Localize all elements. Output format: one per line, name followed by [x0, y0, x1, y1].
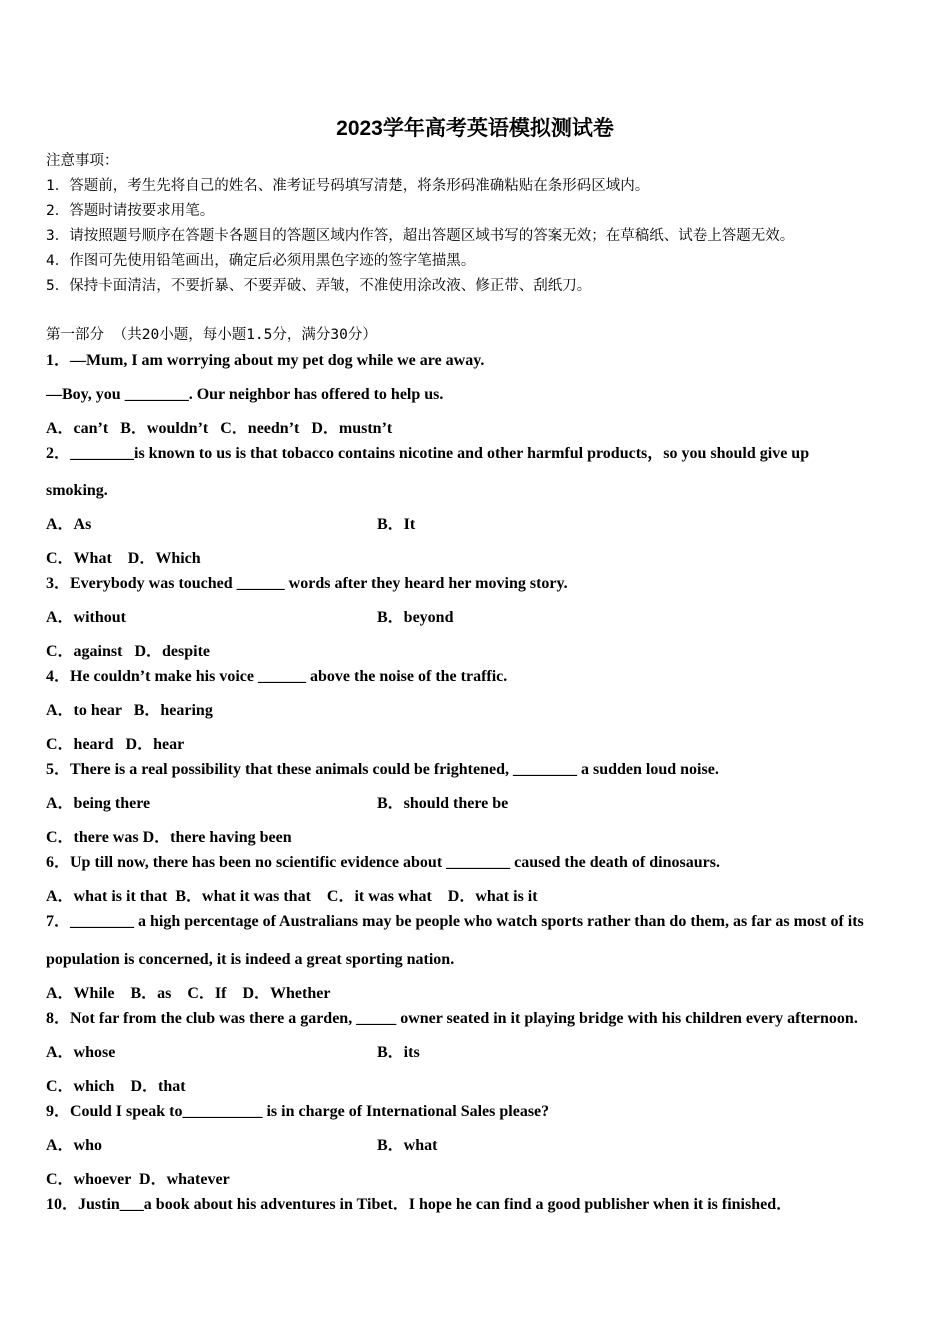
question-3-option-b: B．beyond — [377, 609, 454, 626]
question-1-stem-2: —Boy, you ________. Our neighbor has offered to help us. — [46, 386, 444, 403]
question-6-stem: 6．Up till now, there has been no scientific evidence about ________ caused the death of dinosaurs. — [46, 854, 720, 871]
question-8-option-b: B．its — [377, 1044, 420, 1061]
question-4-option-ab: A．to hear B．hearing — [46, 702, 213, 719]
page-title: 2023学年高考英语模拟测试卷 — [336, 117, 614, 140]
question-5-stem: 5．There is a real possibility that these animals could be frightened, ________ a sudden loud noise. — [46, 761, 719, 778]
question-3-stem: 3．Everybody was touched ______ words after they heard her moving story. — [46, 575, 568, 592]
question-2-stem: 2．________is known to us is that tobacco contains nicotine and other harmful products，so you should give up — [46, 445, 810, 462]
notice-item: 1．答题前，考生先将自己的姓名、准考证号码填写清楚，将条形码准确粘贴在条形码区域内。 — [46, 178, 650, 194]
question-4-option-cd: C．heard D．hear — [46, 736, 185, 753]
question-1-stem: 1．—Mum, I am worrying about my pet dog while we are away. — [46, 352, 485, 369]
question-5-option-a: A．being there — [46, 795, 151, 812]
notice-item: 4．作图可先使用铅笔画出，确定后必须用黑色字迹的签字笔描黑。 — [46, 253, 476, 269]
question-7-options: A．While B．as C．If D．Whether — [46, 985, 331, 1002]
question-3-option-cd: C．against D．despite — [46, 643, 211, 660]
question-2-option-cd: C．What D．Which — [46, 550, 201, 567]
notice-heading: 注意事项： — [46, 153, 119, 169]
question-5-option-cd: C．there was D．there having been — [46, 829, 292, 846]
question-3-option-a: A．without — [46, 609, 127, 626]
question-4-stem: 4．He couldn’t make his voice ______ above the noise of the traffic. — [46, 668, 508, 685]
question-8-stem: 8．Not far from the club was there a garden, _____ owner seated in it playing bridge with his children every afternoon. — [46, 1010, 858, 1027]
notice-item: 2．答题时请按要求用笔。 — [46, 203, 215, 219]
section-heading: 第一部分 （共20小题，每小题1.5分，满分30分） — [46, 327, 377, 343]
question-9-option-a: A．who — [46, 1137, 103, 1154]
question-10-stem: 10．Justin___a book about his adventures in Tibet．I hope he can find a good publisher when it is finished． — [46, 1196, 793, 1213]
question-8-option-a: A．whose — [46, 1044, 116, 1061]
question-9-option-b: B．what — [377, 1137, 438, 1154]
question-9-stem: 9．Could I speak to__________ is in charge of International Sales please? — [46, 1103, 550, 1120]
question-8-option-cd: C．which D．that — [46, 1078, 186, 1095]
question-2-option-b: B．It — [377, 516, 416, 533]
question-9-option-cd: C．whoever D．whatever — [46, 1171, 230, 1188]
question-1-options: A．can’t B．wouldn’t C．needn’t D．mustn’t — [46, 420, 393, 437]
question-7-stem: 7．________ a high percentage of Australians may be people who watch sports rather than do them, as far as most of its — [46, 913, 864, 930]
question-7-stem-2: population is concerned, it is indeed a great sporting nation. — [46, 951, 455, 968]
question-5-option-b: B．should there be — [377, 795, 509, 812]
notice-item: 5．保持卡面清洁，不要折暴、不要弄破、弄皱，不准使用涂改液、修正带、刮纸刀。 — [46, 278, 592, 294]
notice-item: 3．请按照题号顺序在答题卡各题目的答题区域内作答，超出答题区域书写的答案无效；在草稿纸、试卷上答题无效。 — [46, 228, 795, 244]
question-6-options: A．what is it that B．what it was that C．it was what D．what is it — [46, 888, 538, 905]
question-2-option-a: A．As — [46, 516, 92, 533]
question-2-stem-2: smoking. — [46, 482, 108, 499]
